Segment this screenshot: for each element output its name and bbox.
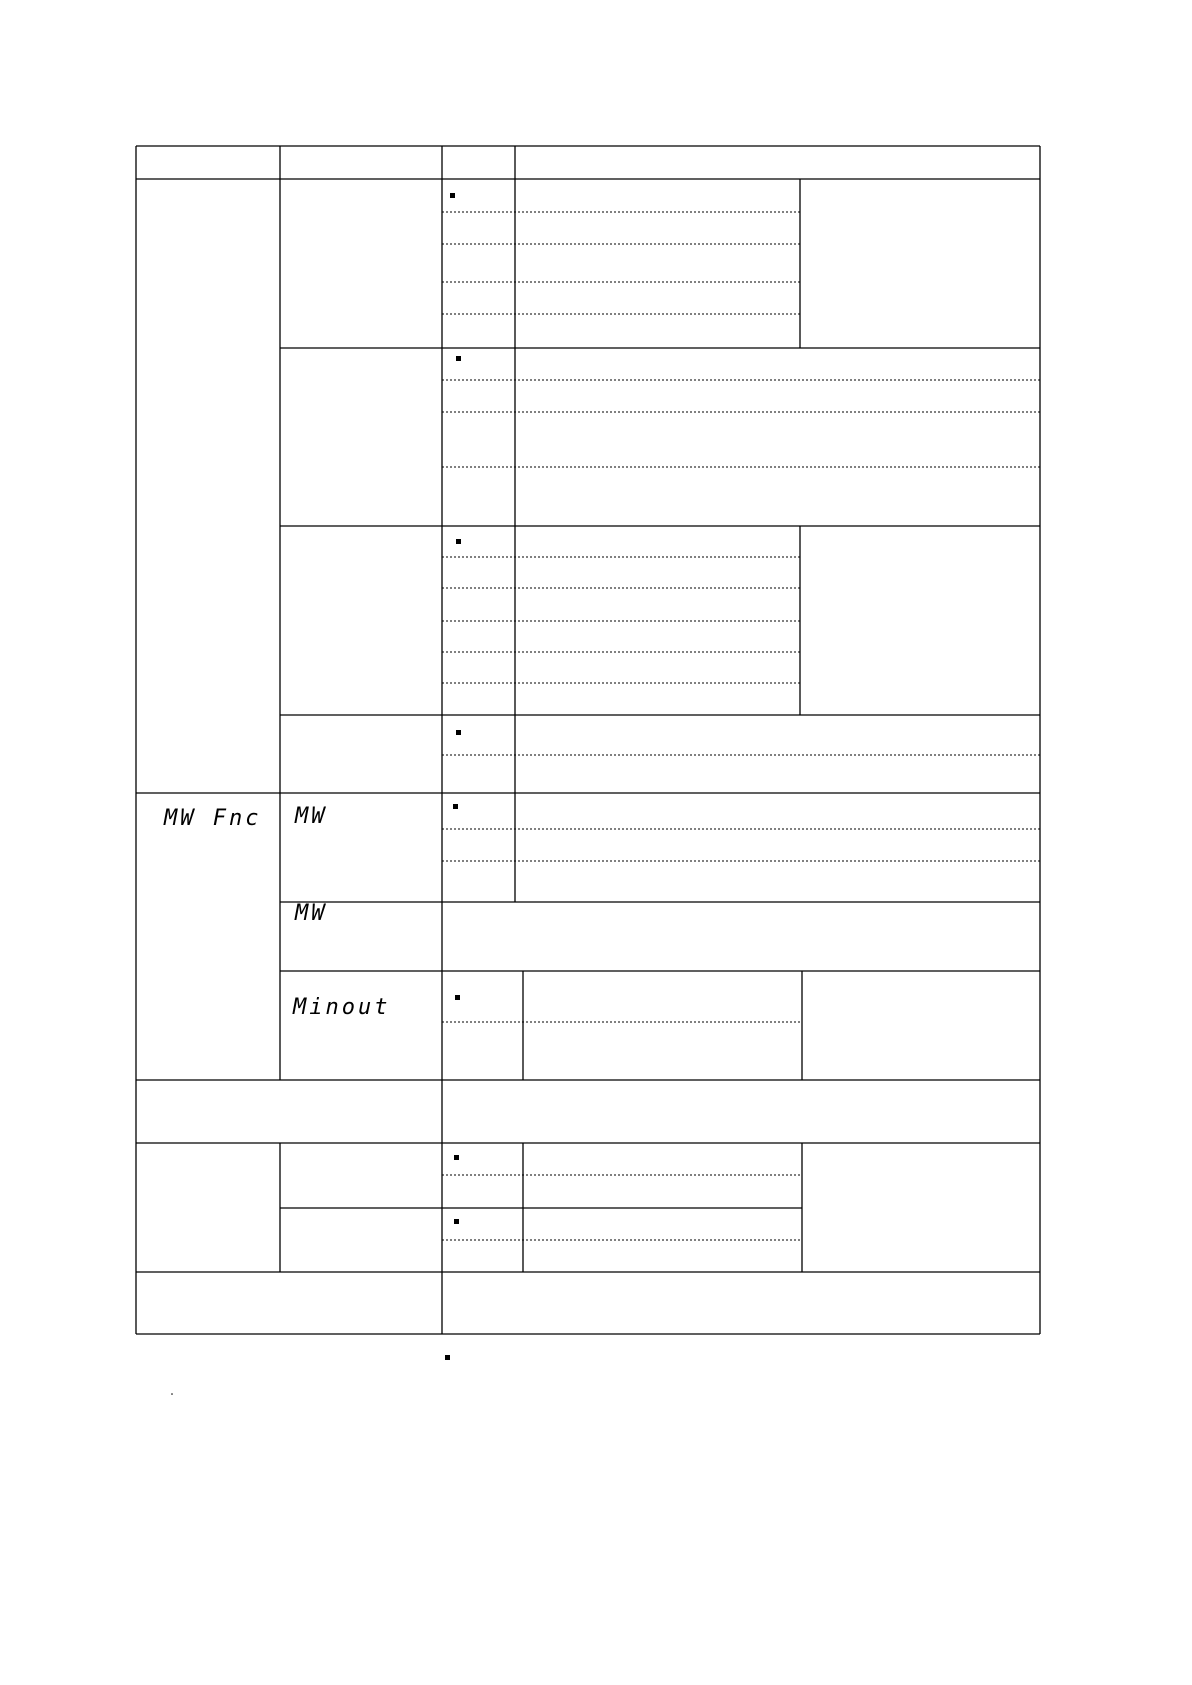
mw-fnc-label: MW Fnc (164, 806, 262, 831)
default-markers (445, 193, 461, 1360)
table-grid-solid (136, 146, 1040, 1334)
default-marker (450, 193, 455, 198)
default-marker (456, 356, 461, 361)
default-marker (453, 804, 458, 809)
legend-default-marker (445, 1355, 450, 1360)
default-marker (455, 995, 460, 1000)
segment-display-labels (163, 804, 390, 1020)
minout-label: Minout (293, 995, 391, 1020)
stray-dot (171, 1393, 173, 1395)
default-marker (456, 539, 461, 544)
default-marker (456, 730, 461, 735)
default-marker (454, 1219, 459, 1224)
default-marker (454, 1155, 459, 1160)
table-grid-dotted (442, 212, 1040, 1240)
mw-item-label-2: MW (295, 901, 328, 926)
mw-item-label: MW (295, 804, 328, 829)
